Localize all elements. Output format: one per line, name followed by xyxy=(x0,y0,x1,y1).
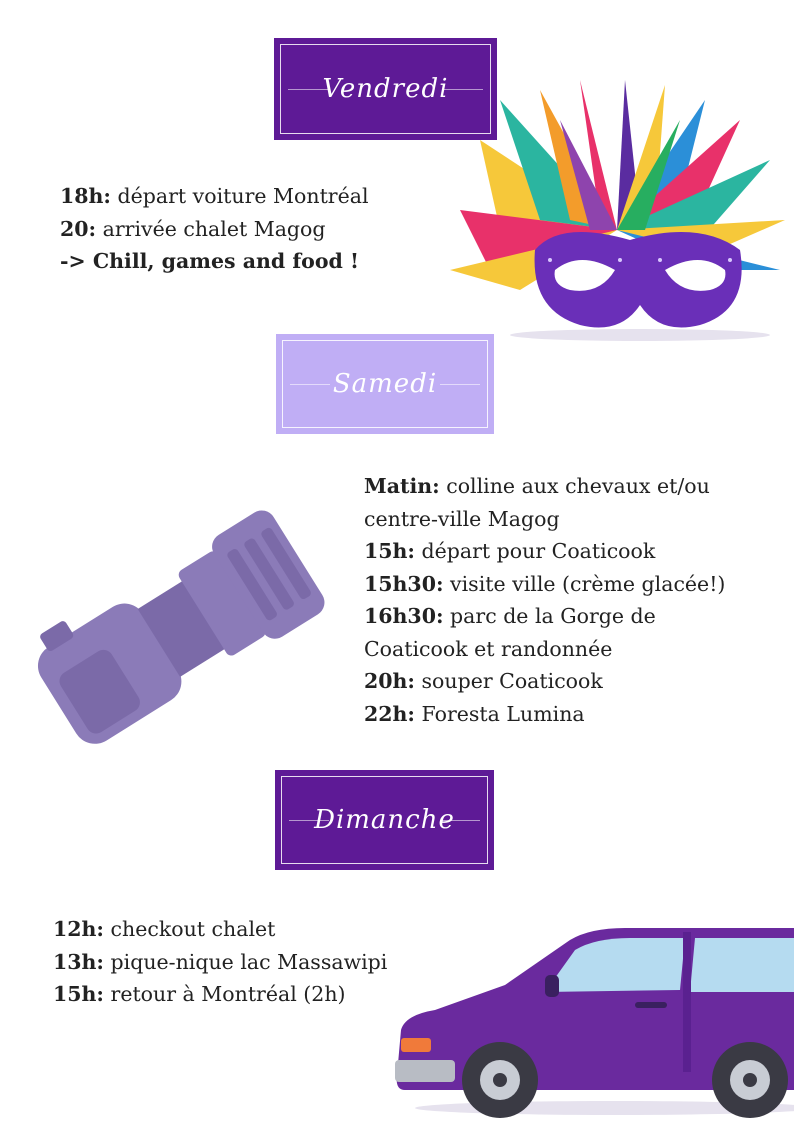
schedule-row: 18h: départ voiture Montréal xyxy=(60,184,369,208)
schedule-row: 12h: checkout chalet xyxy=(53,917,276,941)
schedule-row: 22h: Foresta Lumina xyxy=(364,701,585,726)
schedule-row: 13h: pique-nique lac Massawipi xyxy=(53,949,388,974)
day-title-dimanche: Dimanche xyxy=(314,805,455,835)
schedule-row: 20h: souper Coaticook xyxy=(364,669,603,693)
schedule-row: Matin: colline aux chevaux et/ou xyxy=(364,474,710,498)
day-header-samedi xyxy=(276,334,494,434)
schedule-row: centre-ville Magog xyxy=(364,506,560,531)
schedule-vendredi xyxy=(60,180,369,278)
schedule-samedi xyxy=(364,470,725,730)
carnival-mask-icon xyxy=(440,80,794,350)
day-header-dimanche xyxy=(275,770,494,870)
schedule-row: 15h: départ pour Coaticook xyxy=(364,539,656,563)
schedule-row: 15h30: visite ville (crème glacée!) xyxy=(364,571,726,596)
schedule-row: Coaticook et randonnée xyxy=(364,636,613,661)
day-title-vendredi: Vendredi xyxy=(322,74,449,104)
schedule-row: 20: arrivée chalet Magog xyxy=(60,216,326,241)
camera-icon xyxy=(22,490,332,752)
schedule-dimanche xyxy=(53,913,387,1011)
schedule-row: 16h30: parc de la Gorge de xyxy=(364,604,656,628)
day-title-samedi: Samedi xyxy=(332,369,438,399)
car-icon xyxy=(395,920,794,1120)
schedule-highlight: -> Chill, games and food ! xyxy=(60,249,360,273)
schedule-row: 15h: retour à Montréal (2h) xyxy=(53,982,346,1006)
